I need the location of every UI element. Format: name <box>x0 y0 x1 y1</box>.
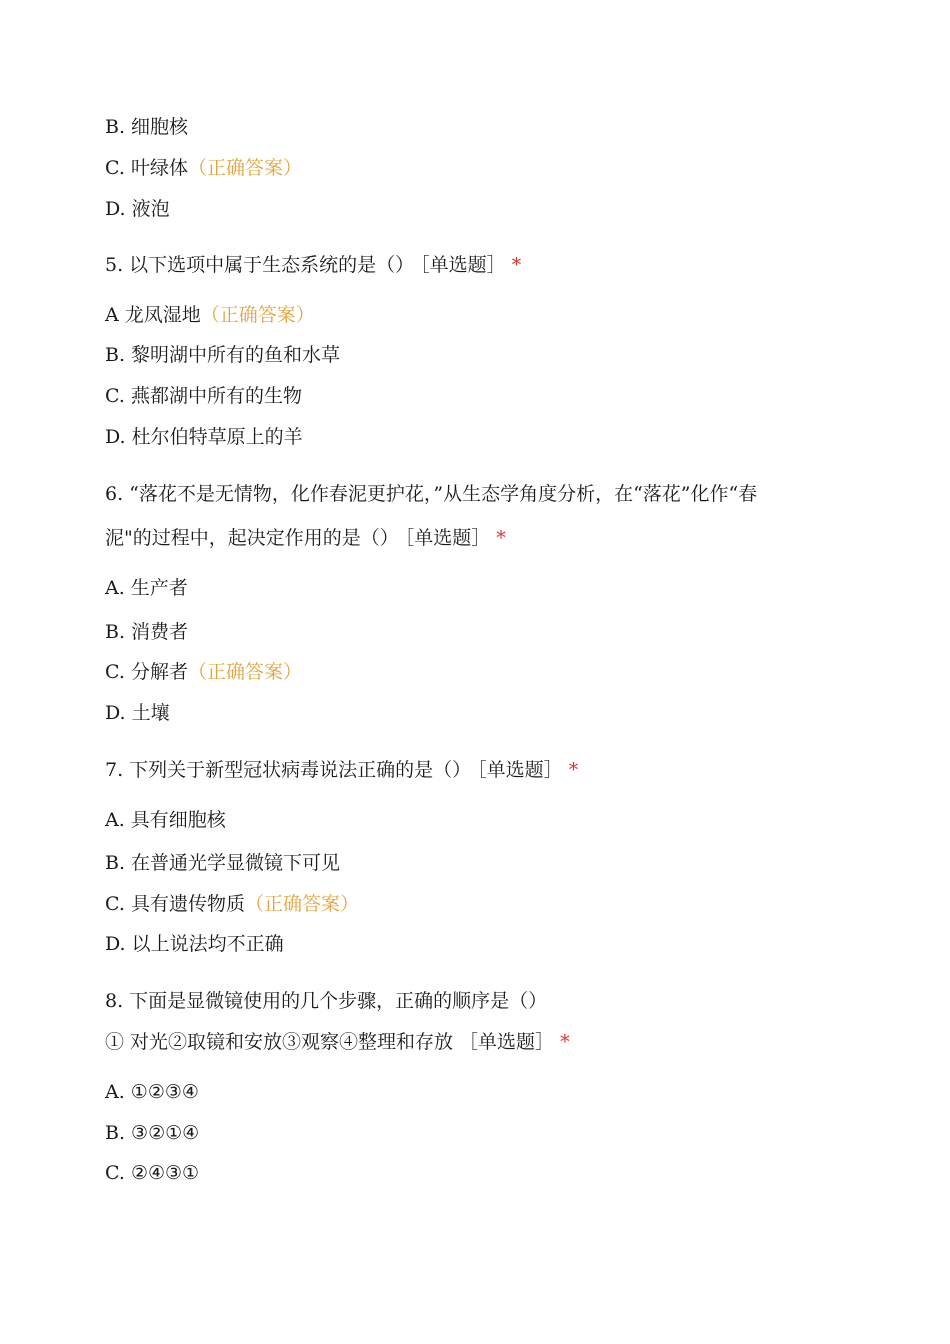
question-text: 7. 下列关于新型冠状病毒说法正确的是（） <box>105 759 472 781</box>
option-label: B. 消费者 <box>105 621 189 643</box>
q4-option-d <box>105 197 170 221</box>
question-text: 8. 下面是显微镜使用的几个步骤，正确的顺序是（） <box>105 990 548 1012</box>
q6-option-b <box>105 620 188 644</box>
correct-answer-note: （正确答案） <box>244 893 359 915</box>
question-type-tag: ［单选题］ <box>420 254 506 276</box>
option-label: D. 液泡 <box>105 198 170 220</box>
correct-answer-note: （正确答案） <box>200 304 315 326</box>
q8-option-a <box>105 1080 199 1104</box>
question-type-tag: ［单选题］ <box>459 1031 555 1053</box>
option-label: D. 以上说法均不正确 <box>105 933 284 955</box>
q7-option-c <box>105 892 359 916</box>
option-label: B. 在普通光学显微镜下可见 <box>105 852 341 874</box>
q7-option-d <box>105 932 284 956</box>
q6-stem-line2 <box>105 526 506 550</box>
option-label: C. 叶绿体 <box>105 157 188 179</box>
option-label: A. ①②③④ <box>105 1081 199 1103</box>
required-marker: * <box>511 254 522 276</box>
option-label: A. 具有细胞核 <box>105 809 226 831</box>
question-type-tag: ［单选题］ <box>404 527 491 549</box>
q5-option-b <box>105 343 340 367</box>
option-label: D. 杜尔伯特草原上的羊 <box>105 426 303 448</box>
q4-option-b <box>105 115 188 139</box>
option-label: B. 黎明湖中所有的鱼和水草 <box>105 344 341 366</box>
q8-stem-line1 <box>105 989 547 1013</box>
q7-stem <box>105 758 578 782</box>
question-type-tag: ［单选题］ <box>477 759 563 781</box>
q6-option-c <box>105 660 302 684</box>
correct-answer-note: （正确答案） <box>187 661 302 683</box>
option-label: A 龙凤湿地 <box>105 304 201 326</box>
option-label: A. 生产者 <box>105 577 188 599</box>
q6-option-d <box>105 701 170 725</box>
question-text: 5. 以下选项中属于生态系统的是（） <box>105 254 415 276</box>
question-text: 泥"的过程中，起决定作用的是（） <box>105 527 399 549</box>
required-marker: * <box>496 527 506 549</box>
option-label: B. ③②①④ <box>105 1122 200 1144</box>
question-text: ① 对光②取镜和安放③观察④整理和存放 <box>105 1031 454 1053</box>
correct-answer-note: （正确答案） <box>187 157 302 179</box>
q6-option-a <box>105 576 188 600</box>
q5-stem <box>105 253 521 277</box>
q5-option-c <box>105 384 302 408</box>
option-label: C. 分解者 <box>105 661 188 683</box>
q7-option-a <box>105 808 226 832</box>
q6-stem-line1 <box>105 482 757 506</box>
q5-option-d <box>105 425 303 449</box>
q8-option-c <box>105 1161 199 1185</box>
q5-option-a <box>105 303 315 327</box>
required-marker: * <box>568 759 579 781</box>
option-label: C. 燕都湖中所有的生物 <box>105 385 302 407</box>
required-marker: * <box>560 1031 570 1053</box>
option-label: C. 具有遗传物质 <box>105 893 245 915</box>
question-text: 6. “落花不是无情物，化作春泥更护花，”从生态学角度分析，在“落花”化作“春 <box>105 483 758 505</box>
option-label: C. ②④③① <box>105 1162 200 1184</box>
q4-option-c <box>105 156 302 180</box>
q8-stem-line2 <box>105 1030 570 1054</box>
option-label: B. 细胞核 <box>105 116 189 138</box>
option-label: D. 土壤 <box>105 702 170 724</box>
q8-option-b <box>105 1121 199 1145</box>
q7-option-b <box>105 851 340 875</box>
